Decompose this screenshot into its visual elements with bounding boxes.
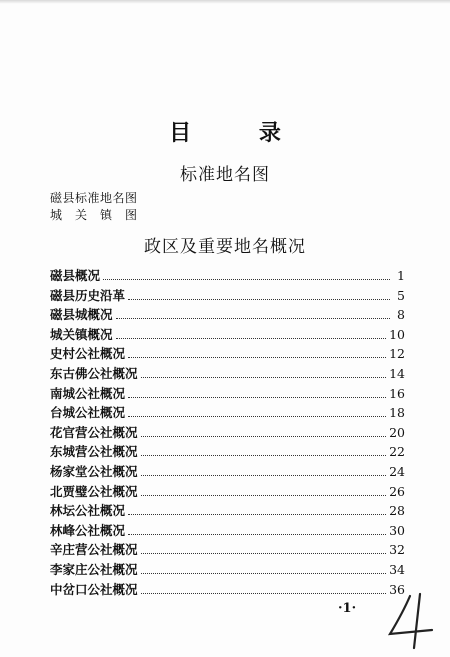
toc-entry-title: 东城营公社概况 xyxy=(50,444,138,460)
toc-entry[interactable] xyxy=(50,423,405,443)
toc-entry[interactable] xyxy=(50,462,405,482)
toc-entry-title: 辛庄营公社概况 xyxy=(50,542,138,558)
toc-entry[interactable] xyxy=(50,266,405,286)
toc-entry-title: 磁县城概况 xyxy=(50,307,113,323)
toc-entry-page: 18 xyxy=(389,405,405,421)
toc-entry-page: 34 xyxy=(389,561,405,577)
page-number: ·1· xyxy=(338,601,357,616)
toc-leader-dots xyxy=(141,376,387,378)
toc-entry-title: 磁县概况 xyxy=(50,268,101,283)
toc-entry-page: 10 xyxy=(389,326,405,342)
handwritten-mark-icon xyxy=(386,590,446,650)
toc-leader-dots xyxy=(141,494,387,496)
toc-entry[interactable] xyxy=(50,364,405,384)
toc-entry[interactable] xyxy=(50,286,405,306)
toc-entry-page: 1 xyxy=(397,268,405,283)
places-heading: 政区及重要地名概况 xyxy=(144,237,306,257)
toc-entry-title: 史村公社概况 xyxy=(50,346,126,362)
toc-leader-dots xyxy=(128,356,386,358)
toc-entry-page: 30 xyxy=(389,522,405,538)
toc-entry-page: 5 xyxy=(397,287,405,303)
toc-entry-page: 20 xyxy=(389,424,405,440)
toc-entry-page: 36 xyxy=(389,581,405,597)
toc-entry-page: 16 xyxy=(389,385,405,401)
toc-entry[interactable] xyxy=(50,501,405,521)
table-of-contents xyxy=(50,266,405,599)
toc-leader-dots xyxy=(128,396,386,398)
toc-entry-page: 26 xyxy=(389,483,405,499)
toc-entry-title: 北贾璧公社概况 xyxy=(50,483,138,499)
toc-leader-dots xyxy=(116,337,387,339)
toc-entry[interactable] xyxy=(50,344,405,364)
toc-entry-title: 李家庄公社概况 xyxy=(50,561,138,577)
toc-leader-dots xyxy=(141,474,387,476)
toc-entry-title: 中岔口公社概况 xyxy=(50,581,138,597)
toc-entry[interactable] xyxy=(50,403,405,423)
toc-entry[interactable] xyxy=(50,580,405,600)
toc-entry-page: 12 xyxy=(389,346,405,362)
maps-heading: 标准地名图 xyxy=(180,165,270,185)
toc-leader-dots xyxy=(128,513,386,515)
toc-entry-page: 22 xyxy=(389,444,405,460)
toc-entry-title: 磁县历史沿革 xyxy=(50,287,126,303)
toc-entry[interactable] xyxy=(50,560,405,580)
toc-entry[interactable] xyxy=(50,305,405,325)
toc-entry-title: 台城公社概况 xyxy=(50,405,126,421)
toc-entry-title: 南城公社概况 xyxy=(50,385,126,401)
toc-leader-dots xyxy=(128,415,386,417)
toc-entry-page: 14 xyxy=(389,365,405,381)
toc-leader-dots xyxy=(103,278,390,280)
scan-edge xyxy=(0,0,450,4)
toc-entry-title: 林峰公社概况 xyxy=(50,522,126,538)
toc-entry-page: 8 xyxy=(397,307,405,323)
toc-entry[interactable] xyxy=(50,482,405,502)
toc-entry[interactable] xyxy=(50,325,405,345)
toc-leader-dots xyxy=(141,592,387,594)
toc-entry[interactable] xyxy=(50,442,405,462)
toc-leader-dots xyxy=(128,533,386,535)
toc-leader-dots xyxy=(141,454,387,456)
toc-leader-dots xyxy=(128,298,390,300)
toc-entry-title: 杨家堂公社概况 xyxy=(50,463,138,479)
map-entry: 磁县标准地名图 xyxy=(50,191,138,205)
toc-entry-title: 花官营公社概况 xyxy=(50,424,138,440)
toc-entry-page: 24 xyxy=(389,463,405,479)
toc-entry-page: 28 xyxy=(389,503,405,519)
toc-entry[interactable] xyxy=(50,540,405,560)
page-title: 目 录 xyxy=(169,120,311,146)
toc-entry-title: 城关镇概况 xyxy=(50,326,113,342)
toc-leader-dots xyxy=(116,317,390,319)
toc-entry-page: 32 xyxy=(389,542,405,558)
toc-leader-dots xyxy=(141,435,387,437)
toc-leader-dots xyxy=(141,572,387,574)
toc-entry-title: 东古佛公社概况 xyxy=(50,365,138,381)
toc-entry[interactable] xyxy=(50,384,405,404)
map-entry: 城关镇图 xyxy=(50,208,151,222)
toc-entry-title: 林坛公社概况 xyxy=(50,503,126,519)
toc-leader-dots xyxy=(141,552,387,554)
toc-entry[interactable] xyxy=(50,521,405,541)
